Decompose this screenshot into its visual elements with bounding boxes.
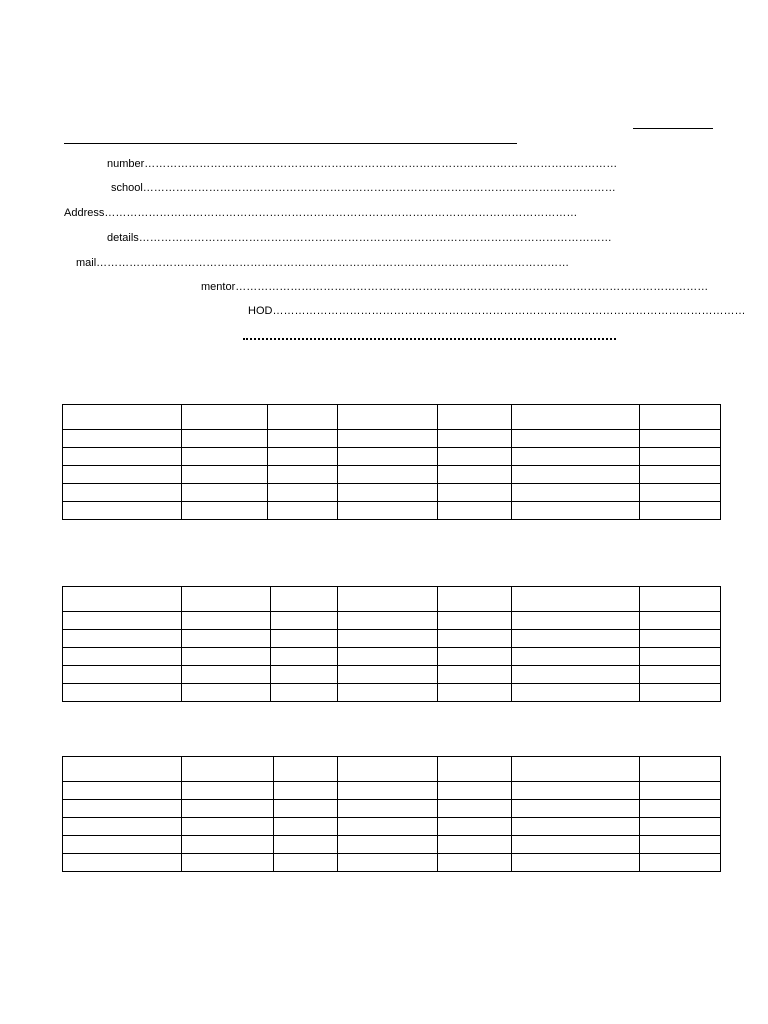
table-header-row — [63, 757, 721, 782]
table-cell[interactable] — [512, 448, 640, 466]
table-row — [63, 612, 721, 630]
table-cell[interactable] — [338, 836, 438, 854]
field-label: details — [107, 232, 139, 244]
table-cell[interactable] — [274, 757, 338, 782]
table-cell[interactable] — [438, 448, 512, 466]
table-cell[interactable] — [512, 757, 640, 782]
table-row — [63, 448, 721, 466]
table-cell[interactable] — [438, 630, 512, 648]
field-label: number — [107, 158, 145, 170]
table-cell[interactable] — [271, 612, 338, 630]
table-cell[interactable] — [63, 484, 182, 502]
table-row — [63, 430, 721, 448]
table-row — [63, 648, 721, 666]
table-cell[interactable] — [182, 782, 274, 800]
table-cell[interactable] — [438, 684, 512, 702]
table-cell[interactable] — [512, 666, 640, 684]
table-cell[interactable] — [338, 502, 438, 520]
table-cell[interactable] — [338, 630, 438, 648]
table-cell[interactable] — [63, 757, 182, 782]
table-row — [63, 484, 721, 502]
table-cell[interactable] — [512, 430, 640, 448]
table-cell[interactable] — [640, 854, 721, 872]
table-cell[interactable] — [271, 684, 338, 702]
table-cell[interactable] — [63, 587, 182, 612]
table-cell[interactable] — [640, 430, 721, 448]
table-cell[interactable] — [512, 800, 640, 818]
table-cell[interactable] — [271, 648, 338, 666]
table-cell[interactable] — [63, 430, 182, 448]
table-cell[interactable] — [438, 484, 512, 502]
signature-line[interactable] — [243, 338, 616, 340]
table-cell[interactable] — [268, 405, 338, 430]
table-cell[interactable] — [338, 684, 438, 702]
table-header-row — [63, 587, 721, 612]
table-row — [63, 502, 721, 520]
table-cell[interactable] — [271, 630, 338, 648]
table-cell[interactable] — [268, 502, 338, 520]
table-cell[interactable] — [640, 757, 721, 782]
table-cell[interactable] — [512, 836, 640, 854]
table-cell[interactable] — [182, 630, 271, 648]
field-mentor[interactable]: mentor………………………………………………………………………………………………………………… — [201, 281, 709, 293]
title-rule — [64, 143, 517, 144]
table-cell[interactable] — [338, 854, 438, 872]
table-cell[interactable] — [63, 466, 182, 484]
table-2 — [62, 586, 721, 702]
table-cell[interactable] — [512, 466, 640, 484]
table-cell[interactable] — [338, 666, 438, 684]
table-cell[interactable] — [63, 502, 182, 520]
table-cell[interactable] — [338, 648, 438, 666]
table-cell[interactable] — [640, 836, 721, 854]
table-cell[interactable] — [438, 836, 512, 854]
table-cell[interactable] — [182, 587, 271, 612]
table-cell[interactable] — [338, 800, 438, 818]
table-cell[interactable] — [182, 854, 274, 872]
table-cell[interactable] — [268, 466, 338, 484]
table-cell[interactable] — [512, 405, 640, 430]
table-cell[interactable] — [438, 648, 512, 666]
field-mail[interactable]: mail………………………………………………………………………………………………………………… — [76, 257, 570, 269]
field-address[interactable]: Address………………………………………………………………………………………………………………… — [64, 207, 578, 219]
table-cell[interactable] — [640, 684, 721, 702]
table-cell[interactable] — [274, 818, 338, 836]
table-cell[interactable] — [268, 484, 338, 502]
table-cell[interactable] — [182, 648, 271, 666]
table-cell[interactable] — [438, 502, 512, 520]
table-cell[interactable] — [63, 405, 182, 430]
table-cell[interactable] — [182, 466, 268, 484]
table-cell[interactable] — [274, 800, 338, 818]
table-cell[interactable] — [182, 666, 271, 684]
table-cell[interactable] — [512, 587, 640, 612]
table-cell[interactable] — [182, 448, 268, 466]
table-3 — [62, 756, 721, 872]
table-cell[interactable] — [640, 466, 721, 484]
table-row — [63, 466, 721, 484]
table-cell[interactable] — [182, 430, 268, 448]
table-cell[interactable] — [438, 612, 512, 630]
table-cell[interactable] — [338, 818, 438, 836]
table-cell[interactable] — [640, 782, 721, 800]
table-row — [63, 782, 721, 800]
table-cell[interactable] — [338, 430, 438, 448]
table-cell[interactable] — [512, 854, 640, 872]
table-cell[interactable] — [438, 854, 512, 872]
table-cell[interactable] — [640, 448, 721, 466]
table-cell[interactable] — [268, 430, 338, 448]
table-cell[interactable] — [512, 684, 640, 702]
table-cell[interactable] — [338, 466, 438, 484]
table-cell[interactable] — [438, 782, 512, 800]
table-cell[interactable] — [640, 818, 721, 836]
field-label: Address — [64, 207, 105, 219]
table-cell[interactable] — [182, 684, 271, 702]
table-cell[interactable] — [338, 448, 438, 466]
table-cell[interactable] — [512, 502, 640, 520]
table-cell[interactable] — [63, 782, 182, 800]
field-label: mail — [76, 257, 97, 269]
table-cell[interactable] — [512, 648, 640, 666]
field-school[interactable]: school………………………………………………………………………………………………………………… — [111, 182, 616, 194]
table-cell[interactable] — [338, 782, 438, 800]
table-cell[interactable] — [182, 502, 268, 520]
field-label: HOD — [248, 305, 273, 317]
table-cell[interactable] — [63, 666, 182, 684]
field-label: school — [111, 182, 143, 194]
table-cell[interactable] — [438, 818, 512, 836]
table-row — [63, 836, 721, 854]
table-cell[interactable] — [271, 587, 338, 612]
table-cell[interactable] — [640, 800, 721, 818]
table-cell[interactable] — [63, 800, 182, 818]
table-cell[interactable] — [63, 648, 182, 666]
table-row — [63, 800, 721, 818]
table-cell[interactable] — [182, 836, 274, 854]
table-cell[interactable] — [640, 630, 721, 648]
table-cell[interactable] — [182, 405, 268, 430]
date-rule — [633, 128, 713, 129]
table-header-row — [63, 405, 721, 430]
table-cell[interactable] — [640, 484, 721, 502]
table-row — [63, 854, 721, 872]
field-number[interactable]: number………………………………………………………………………………………………………………… — [107, 158, 618, 170]
table-cell[interactable] — [640, 405, 721, 430]
table-cell[interactable] — [182, 757, 274, 782]
field-label: mentor — [201, 281, 236, 293]
table-cell[interactable] — [512, 612, 640, 630]
table-cell[interactable] — [338, 757, 438, 782]
table-cell[interactable] — [512, 782, 640, 800]
table-cell[interactable] — [271, 666, 338, 684]
table-cell[interactable] — [640, 666, 721, 684]
table-row — [63, 818, 721, 836]
table-cell[interactable] — [438, 466, 512, 484]
table-row — [63, 630, 721, 648]
table-cell[interactable] — [438, 430, 512, 448]
table-cell[interactable] — [640, 648, 721, 666]
table-cell[interactable] — [438, 800, 512, 818]
table-cell[interactable] — [182, 612, 271, 630]
table-cell[interactable] — [182, 800, 274, 818]
table-cell[interactable] — [438, 666, 512, 684]
table-cell[interactable] — [63, 612, 182, 630]
table-cell[interactable] — [63, 854, 182, 872]
table-cell[interactable] — [438, 757, 512, 782]
table-cell[interactable] — [268, 448, 338, 466]
field-hod[interactable]: HOD………………………………………………………………………………………………………………… — [248, 305, 746, 317]
table-cell[interactable] — [512, 484, 640, 502]
table-cell[interactable] — [338, 612, 438, 630]
field-details[interactable]: details………………………………………………………………………………………………………………… — [107, 232, 612, 244]
table-cell[interactable] — [274, 854, 338, 872]
table-cell[interactable] — [640, 612, 721, 630]
table-cell[interactable] — [338, 587, 438, 612]
table-cell[interactable] — [338, 484, 438, 502]
table-cell[interactable] — [63, 836, 182, 854]
table-cell[interactable] — [63, 448, 182, 466]
table-row — [63, 684, 721, 702]
table-cell[interactable] — [274, 782, 338, 800]
table-cell[interactable] — [438, 405, 512, 430]
table-cell[interactable] — [512, 630, 640, 648]
table-cell[interactable] — [274, 836, 338, 854]
table-1 — [62, 404, 721, 520]
table-cell[interactable] — [512, 818, 640, 836]
table-cell[interactable] — [63, 818, 182, 836]
table-cell[interactable] — [438, 587, 512, 612]
table-cell[interactable] — [63, 684, 182, 702]
table-cell[interactable] — [182, 484, 268, 502]
table-cell[interactable] — [640, 587, 721, 612]
table-cell[interactable] — [338, 405, 438, 430]
table-cell[interactable] — [63, 630, 182, 648]
table-cell[interactable] — [640, 502, 721, 520]
table-cell[interactable] — [182, 818, 274, 836]
table-row — [63, 666, 721, 684]
